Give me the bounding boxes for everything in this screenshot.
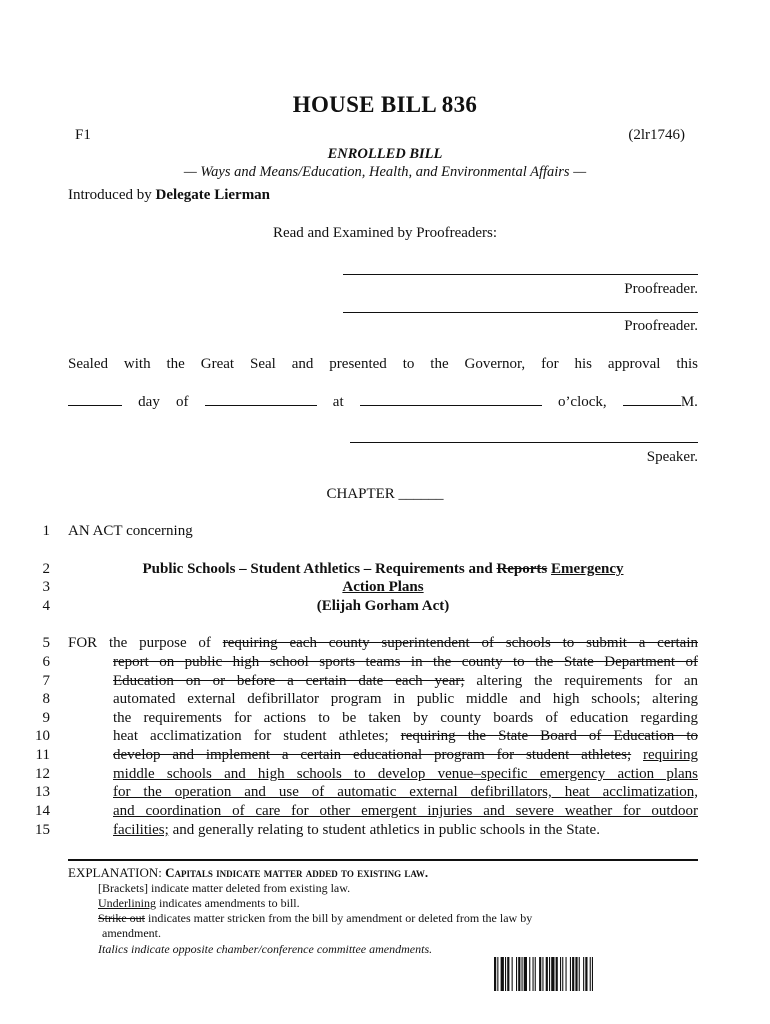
- purpose-line-8: automated external defibrillator program in public middle and high schools; altering: [113, 691, 698, 707]
- barcode-bar: [529, 957, 530, 991]
- capitals-note: Capitals indicate matter added to existing law.: [165, 865, 429, 880]
- line-number: 1: [42, 523, 50, 539]
- inserted-text: facilities;: [113, 822, 169, 838]
- brackets-text: indicate matter deleted from existing law.: [147, 881, 351, 895]
- proofreader-label-2: Proofreader.: [624, 318, 698, 334]
- underlining-text: indicates amendments to bill.: [156, 896, 300, 910]
- barcode-bar: [501, 957, 504, 991]
- line-number: 8: [42, 691, 50, 707]
- oclock-label: o’clock,: [557, 394, 607, 410]
- chapter-blank: ______: [398, 486, 444, 502]
- line-number: 7: [42, 673, 50, 689]
- barcode-bar: [516, 957, 517, 991]
- barcode-bar: [535, 957, 536, 991]
- proofreader-line-2: [343, 312, 698, 313]
- inserted-text: requiring: [643, 747, 698, 763]
- committee-line: — Ways and Means/Education, Health, and Environmental Affairs —: [183, 164, 587, 180]
- line-number: 12: [35, 766, 50, 782]
- purpose-line-15: [113, 822, 600, 839]
- barcode-bar: [590, 957, 591, 991]
- underlining-note: [98, 896, 300, 911]
- speaker-line: [350, 442, 698, 443]
- barcode-bar: [575, 957, 577, 991]
- purpose-text: altering the requirements for an: [464, 673, 699, 689]
- barcode-bar: [549, 957, 550, 991]
- line-number: 15: [35, 822, 50, 838]
- line-number: 13: [35, 784, 50, 800]
- m-group: [623, 393, 698, 411]
- space: [631, 747, 643, 763]
- brackets-word: Brackets: [102, 881, 144, 895]
- explanation-rule: [68, 859, 698, 861]
- line-number: 11: [35, 747, 50, 763]
- brackets-note: [98, 881, 350, 896]
- explanation-title: [68, 865, 428, 881]
- italics-note: Italics indicate opposite chamber/conference committee amendments.: [98, 942, 433, 956]
- line-number: 9: [42, 710, 50, 726]
- purpose-line-14: [113, 803, 698, 820]
- purpose-prefix: FOR the purpose of: [68, 635, 223, 651]
- inserted-words: Action Plans: [342, 579, 424, 595]
- barcode-bar: [583, 957, 584, 991]
- act-concerning: AN ACT concerning: [68, 523, 193, 539]
- day-blank: [68, 393, 122, 406]
- chapter-label: CHAPTER: [326, 486, 395, 502]
- barcode-bar: [542, 957, 543, 991]
- drafting-code: (2lr1746): [628, 127, 685, 143]
- introduced-prefix: Introduced by: [68, 187, 156, 203]
- barcode-bar: [533, 957, 534, 991]
- short-title-line-3: (Elijah Gorham Act): [316, 598, 450, 614]
- barcode-bar: [539, 957, 541, 991]
- line-number: 10: [35, 728, 50, 744]
- ampm-blank: [623, 393, 681, 406]
- strike-word: Strike out: [98, 911, 145, 925]
- purpose-text: heat acclimatization for student athletes;: [113, 728, 401, 744]
- line-number: 5: [42, 635, 50, 651]
- explanation-label: EXPLANATION:: [68, 865, 166, 880]
- stricken-word: Reports: [496, 561, 548, 577]
- sealed-text: Sealed with the Great Seal and presented to the Governor, for his approval this: [68, 356, 698, 372]
- short-title-text: Public Schools – Student Athletics – Requirements and: [142, 561, 497, 577]
- line-number: 4: [42, 598, 50, 614]
- inserted-text: middle schools and high schools to develop venue–specific emergency action plans: [113, 766, 698, 782]
- barcode-bar: [518, 957, 520, 991]
- barcode-bar: [560, 957, 561, 991]
- bracket-open: [: [98, 881, 102, 895]
- stricken-text: requiring each county superintendent of schools to submit a certain: [222, 635, 698, 651]
- underlining-word: Underlining: [98, 896, 156, 910]
- chapter-line: [0, 486, 770, 503]
- approval-date-row: [68, 393, 698, 411]
- inserted-word: Emergency: [551, 561, 624, 577]
- speaker-label: Speaker.: [646, 449, 698, 465]
- strike-note: [98, 911, 532, 926]
- barcode-bar: [522, 957, 523, 991]
- purpose-line-5: [68, 635, 698, 652]
- inserted-text: and coordination of care for other emergent injuries and severe weather for outdoor: [113, 803, 698, 819]
- time-blank: [360, 393, 542, 406]
- purpose-line-11: [113, 747, 698, 764]
- bill-status: ENROLLED BILL: [327, 146, 443, 162]
- purpose-line-6: [113, 654, 698, 671]
- strike-text: indicates matter stricken from the bill by amendment or deleted from the law by: [145, 911, 533, 925]
- barcode-bar: [585, 957, 587, 991]
- m-label: M.: [680, 394, 698, 410]
- line-number: 3: [42, 579, 50, 595]
- inserted-text: for the operation and use of automatic external defibrillators, heat acclimatization,: [113, 784, 698, 800]
- sponsor-name: Delegate Lierman: [155, 187, 271, 203]
- purpose-line-12: [113, 766, 698, 783]
- short-title-line-2: [68, 579, 698, 596]
- month-blank: [205, 393, 317, 406]
- purpose-line-13: [113, 784, 698, 801]
- barcode-bar: [507, 957, 509, 991]
- bracket-close: ]: [143, 881, 148, 895]
- proofreader-line-1: [343, 274, 698, 275]
- stricken-text: develop and implement a certain educational program for student athletes;: [113, 747, 632, 763]
- barcode-bar: [592, 957, 593, 991]
- introduced-by: [68, 187, 270, 204]
- purpose-line-7: [113, 673, 698, 690]
- barcode-bar: [556, 957, 558, 991]
- line-number: 14: [35, 803, 50, 819]
- barcode-bar: [524, 957, 527, 991]
- purpose-line-9: the requirements for actions to be taken by county boards of education regarding: [113, 710, 698, 726]
- line-number: 2: [42, 561, 50, 577]
- strike-note-cont: amendment.: [102, 926, 161, 940]
- barcode-bar: [512, 957, 513, 991]
- day-label: day: [138, 394, 160, 410]
- read-examined: Read and Examined by Proofreaders:: [272, 225, 498, 241]
- proofreader-label-1: Proofreader.: [624, 281, 698, 297]
- barcode-bar: [570, 957, 571, 991]
- barcode-bar: [551, 957, 554, 991]
- barcode-bar: [497, 957, 498, 991]
- subject-code: F1: [75, 127, 91, 143]
- stricken-text: report on public high school sports teams in the county to the State Department of: [113, 654, 698, 670]
- barcode-bar: [566, 957, 567, 991]
- barcode-bar: [579, 957, 580, 991]
- short-title-line-1: [68, 561, 698, 578]
- at-label: at: [332, 394, 344, 410]
- barcode-bar: [505, 957, 506, 991]
- stricken-text: Education on or before a certain date each year;: [113, 673, 465, 689]
- barcode-bar: [494, 957, 496, 991]
- of-label: of: [175, 394, 189, 410]
- barcode-bar: [546, 957, 548, 991]
- barcode-bar: [562, 957, 563, 991]
- line-number: 6: [42, 654, 50, 670]
- purpose-line-10: [113, 728, 698, 745]
- purpose-text: and generally relating to student athletics in public schools in the State.: [168, 822, 600, 838]
- barcode-image: [494, 957, 680, 991]
- barcode-bar: [572, 957, 574, 991]
- bill-title: HOUSE BILL 836: [292, 92, 478, 117]
- stricken-text: requiring the State Board of Education to: [400, 728, 698, 744]
